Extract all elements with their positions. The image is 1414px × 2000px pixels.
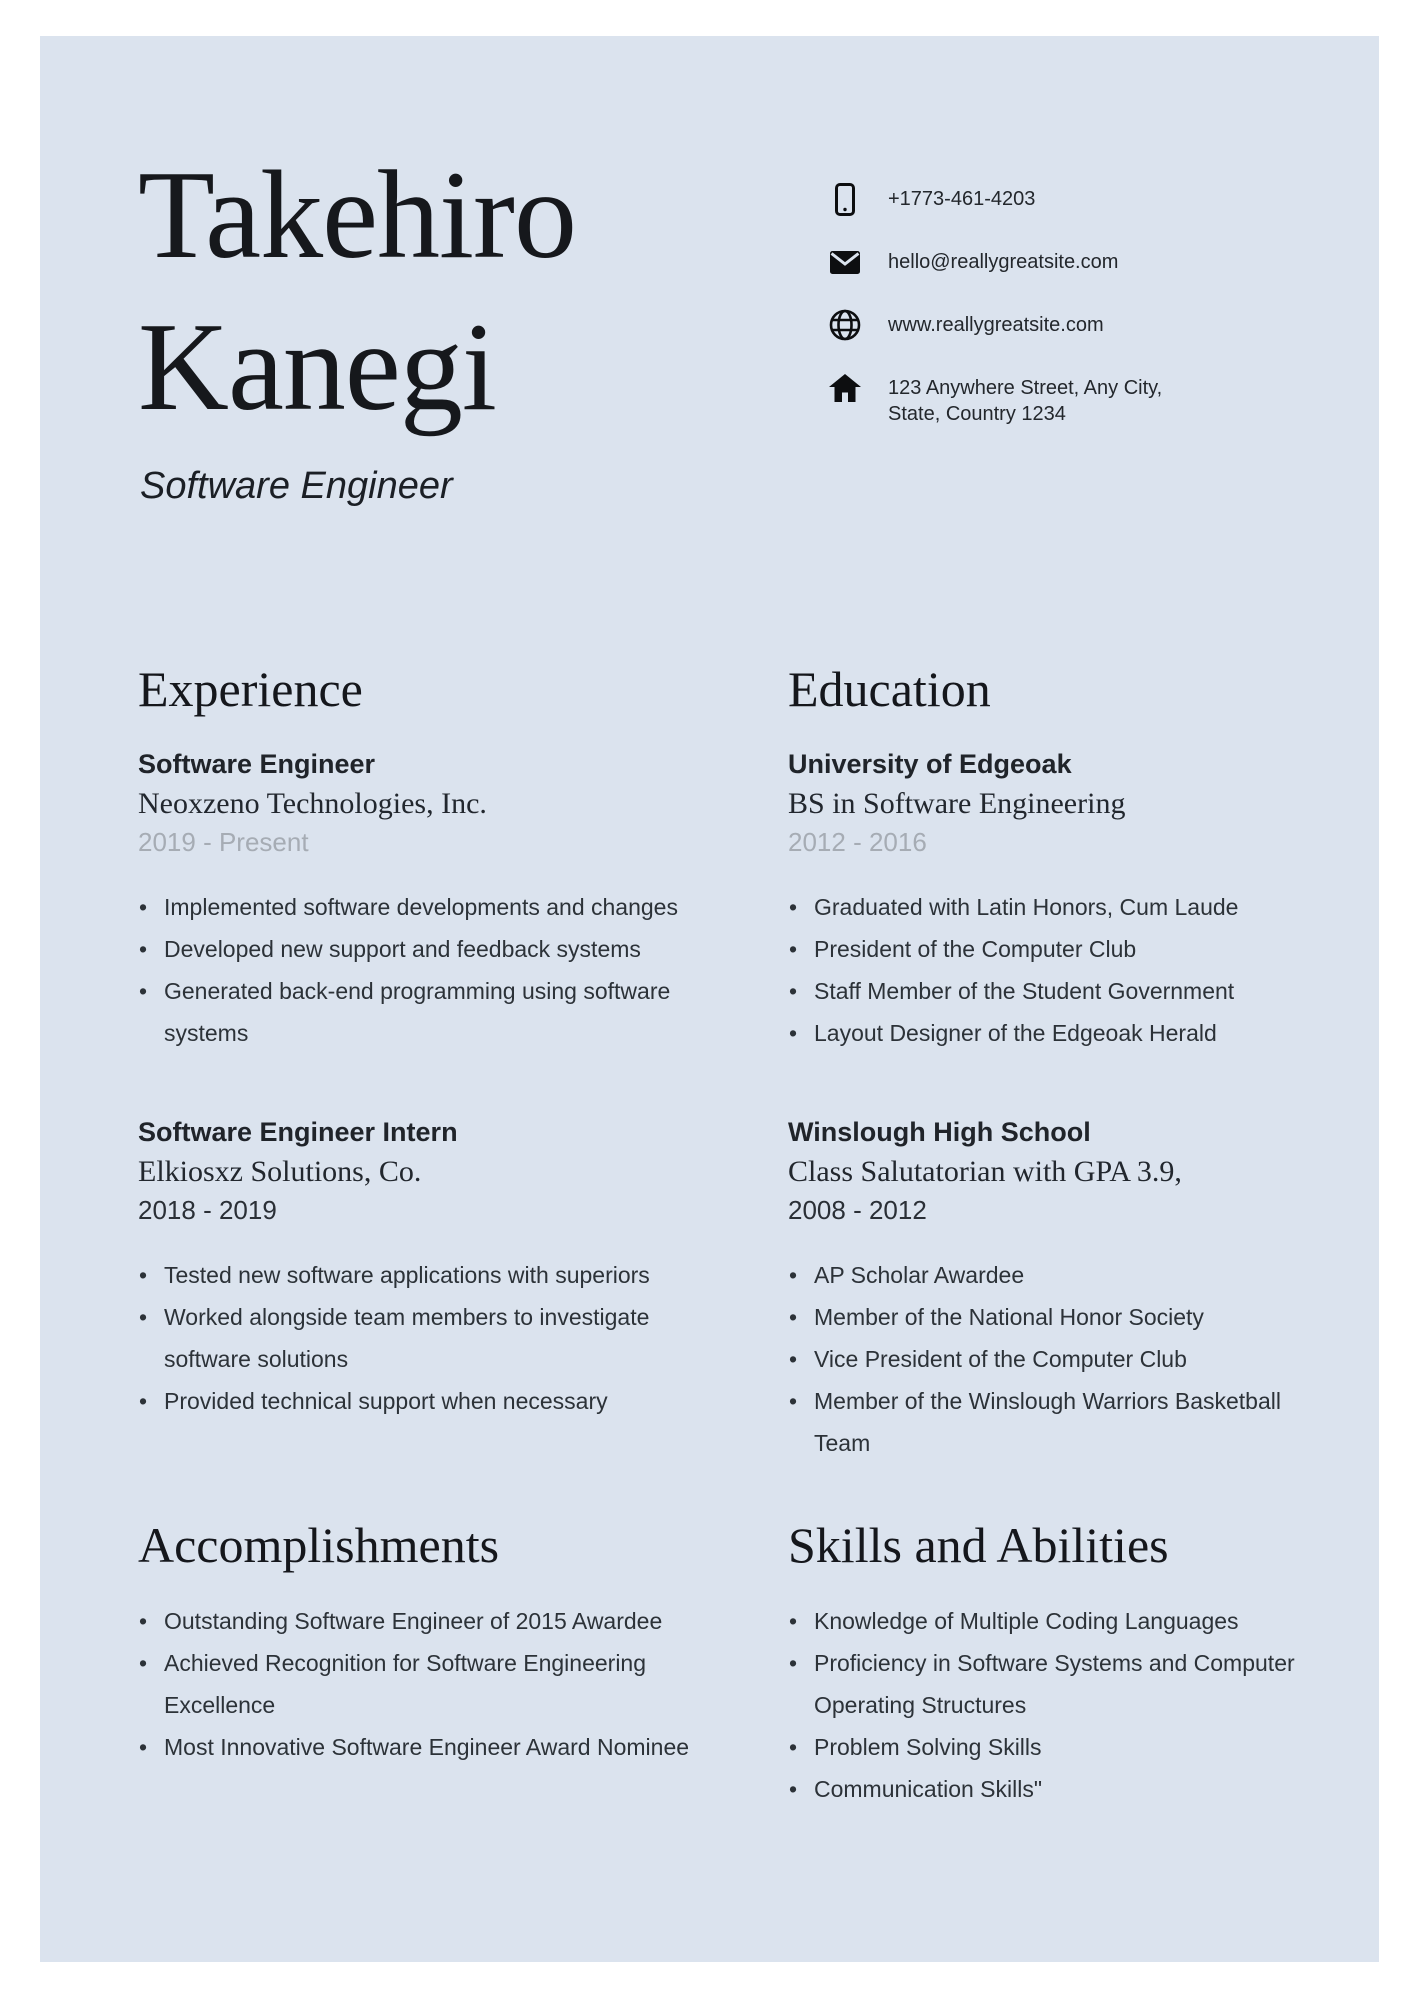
resume-sheet bbox=[40, 36, 1379, 1962]
degree: Class Salutatorian with GPA 3.9, bbox=[788, 1155, 1182, 1188]
experience-heading: Experience bbox=[138, 661, 363, 717]
contact-row-email bbox=[828, 245, 1319, 279]
school-bullet-list bbox=[788, 1254, 1319, 1464]
list-item: • Communication Skills" bbox=[788, 1768, 1319, 1810]
person-role: Software Engineer bbox=[140, 465, 453, 507]
list-item: • Worked alongside team members to investigate software solutions bbox=[138, 1296, 696, 1380]
job-title: Software Engineer bbox=[138, 749, 376, 779]
list-item: • Layout Designer of the Edgeoak Herald bbox=[788, 1012, 1319, 1054]
home-icon bbox=[828, 371, 862, 405]
identity-block bbox=[138, 140, 758, 510]
section-skills bbox=[788, 1516, 1319, 1810]
list-item: • Most Innovative Software Engineer Award Nominee bbox=[138, 1726, 696, 1768]
school-name: Winslough High School bbox=[788, 1117, 1091, 1147]
job-bullet-list bbox=[138, 886, 696, 1054]
degree: BS in Software Engineering bbox=[788, 787, 1126, 820]
list-item: • President of the Computer Club bbox=[788, 928, 1319, 970]
list-item: • Proficiency in Software Systems and Computer Operating Structures bbox=[788, 1642, 1319, 1726]
section-education bbox=[788, 660, 1319, 1464]
contact-phone: +1773-461-4203 bbox=[888, 188, 1036, 210]
experience-entry bbox=[138, 744, 788, 1054]
skills-list bbox=[788, 1600, 1319, 1810]
header bbox=[138, 140, 1319, 510]
contact-website: www.reallygreatsite.com bbox=[888, 314, 1104, 336]
list-item: • Member of the Winslough Warriors Basketball Team bbox=[788, 1380, 1319, 1464]
list-item: • Vice President of the Computer Club bbox=[788, 1338, 1319, 1380]
job-company: Elkiosxz Solutions, Co. bbox=[138, 1155, 422, 1188]
school-bullet-list bbox=[788, 886, 1319, 1054]
contact-email: hello@reallygreatsite.com bbox=[888, 251, 1119, 273]
contact-row-website bbox=[828, 308, 1319, 342]
skills-heading: Skills and Abilities bbox=[788, 1517, 1169, 1573]
list-item: • Implemented software developments and changes bbox=[138, 886, 696, 928]
job-dates: 2019 - Present bbox=[138, 827, 309, 857]
mail-icon bbox=[828, 245, 862, 279]
education-entry bbox=[788, 1112, 1319, 1464]
school-name: University of Edgeoak bbox=[788, 749, 1072, 779]
accomplishments-list bbox=[138, 1600, 696, 1768]
school-dates: 2008 - 2012 bbox=[788, 1195, 927, 1225]
globe-icon bbox=[828, 308, 862, 342]
contact-row-phone bbox=[828, 182, 1319, 216]
job-bullet-list bbox=[138, 1254, 696, 1422]
main-content bbox=[138, 660, 1319, 1810]
education-heading: Education bbox=[788, 661, 991, 717]
experience-entry bbox=[138, 1112, 788, 1422]
list-item: • AP Scholar Awardee bbox=[788, 1254, 1319, 1296]
accomplishments-heading: Accomplishments bbox=[138, 1517, 500, 1573]
list-item: • Tested new software applications with superiors bbox=[138, 1254, 696, 1296]
list-item: • Graduated with Latin Honors, Cum Laude bbox=[788, 886, 1319, 928]
school-dates: 2012 - 2016 bbox=[788, 827, 927, 857]
person-name: Takehiro Kanegi bbox=[138, 146, 576, 437]
list-item: • Member of the National Honor Society bbox=[788, 1296, 1319, 1338]
job-company: Neoxzeno Technologies, Inc. bbox=[138, 787, 487, 820]
list-item: • Outstanding Software Engineer of 2015 Awardee bbox=[138, 1600, 696, 1642]
contact-address: 123 Anywhere Street, Any City, State, Country 1234 bbox=[888, 377, 1163, 425]
contact-row-address bbox=[828, 371, 1319, 427]
list-item: • Problem Solving Skills bbox=[788, 1726, 1319, 1768]
list-item: • Knowledge of Multiple Coding Languages bbox=[788, 1600, 1319, 1642]
list-item: • Generated back-end programming using software systems bbox=[138, 970, 696, 1054]
list-item: • Provided technical support when necessary bbox=[138, 1380, 696, 1422]
contact-list bbox=[828, 182, 1319, 456]
list-item: • Staff Member of the Student Government bbox=[788, 970, 1319, 1012]
job-title: Software Engineer Intern bbox=[138, 1117, 458, 1147]
section-accomplishments bbox=[138, 1516, 788, 1810]
section-experience bbox=[138, 660, 788, 1464]
job-dates: 2018 - 2019 bbox=[138, 1195, 277, 1225]
list-item: • Achieved Recognition for Software Engineering Excellence bbox=[138, 1642, 696, 1726]
phone-icon bbox=[828, 182, 862, 216]
list-item: • Developed new support and feedback systems bbox=[138, 928, 696, 970]
education-entry bbox=[788, 744, 1319, 1054]
